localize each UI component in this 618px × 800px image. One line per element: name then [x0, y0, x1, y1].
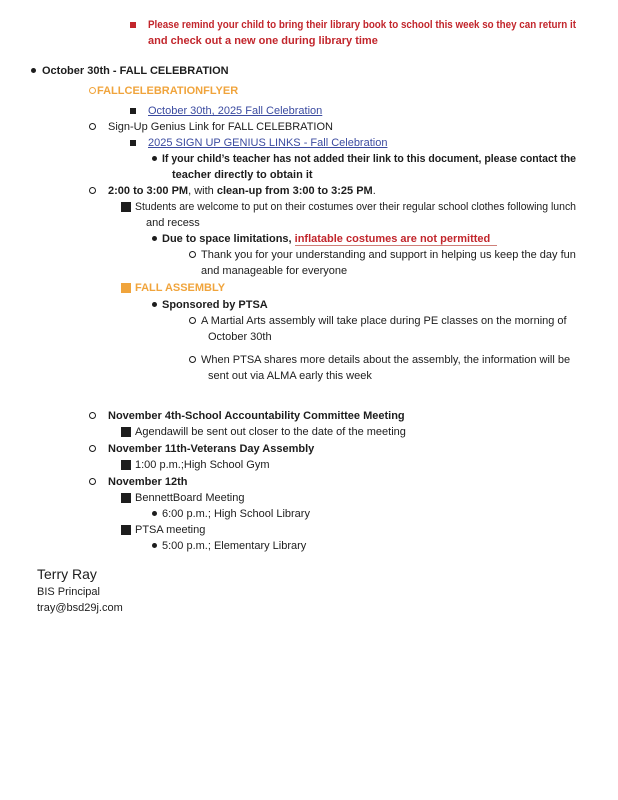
ptsa-details-note — [0, 352, 618, 368]
text-run: October 30th - FALL CELEBRATION — [42, 65, 229, 77]
ptsa-meeting-text — [135, 522, 205, 538]
teacher-link-note-wrap — [0, 167, 618, 183]
signature-block — [0, 565, 618, 616]
costumes-note-text — [135, 199, 576, 215]
ptsa-details-note-wrap — [0, 368, 618, 384]
bullet-disc-icon — [152, 543, 157, 548]
text-run: When PTSA shares more details about the assembly, the information will be — [201, 354, 571, 366]
text-run: and check out a new one during library time — [148, 35, 378, 47]
bullet-circle-icon — [189, 356, 196, 363]
signup-genius-label-text — [108, 119, 333, 135]
november-4-committee-meeting-text — [108, 408, 405, 424]
text-run: October 30th — [208, 331, 272, 343]
text-run: and manageable for everyone — [201, 265, 348, 277]
bullet-disc-icon — [31, 68, 36, 73]
bullet-circle-icon — [89, 478, 96, 485]
bullet-square-icon — [121, 427, 131, 437]
agenda-note — [0, 424, 618, 440]
bullet-circle-icon — [89, 445, 96, 452]
text-run: 5:00 p.m.; Elementary Library — [162, 540, 307, 552]
bullet-circle-icon — [189, 317, 196, 324]
november-12-text — [108, 474, 187, 490]
text-run: November 4th-School Accountability Committee Meeting — [108, 410, 405, 422]
text-run: . — [372, 185, 376, 197]
bennett-board-meeting-text — [135, 490, 244, 506]
ptsa-meeting — [0, 522, 618, 538]
bullet-circle-icon — [89, 412, 96, 419]
signup-genius-link — [0, 135, 618, 151]
october-30-fall-celebration — [0, 63, 618, 79]
veterans-day-time — [0, 457, 618, 473]
ptsa-meeting-time-text — [162, 538, 306, 554]
signature-email: tray@bsd29j.com — [37, 602, 123, 614]
costumes-note-text — [146, 215, 200, 231]
ptsa-meeting-time — [0, 538, 618, 554]
ptsa-details-note-text — [208, 368, 372, 384]
signup-genius-link-hyperlink[interactable]: 2025 SIGN UP GENIUS LINKS - Fall Celebration — [148, 137, 388, 149]
text-run: and recess — [146, 217, 200, 229]
bullet-circle-icon — [89, 187, 96, 194]
text-run: If your child’s teacher has not added their link to this document, please contact the — [162, 153, 576, 165]
fall-assembly-heading-text — [135, 280, 225, 296]
text-run: sent out via ALMA early this week — [208, 370, 372, 382]
library-book-reminder-text — [148, 17, 576, 33]
text-run: teacher directly to obtain it — [172, 169, 313, 181]
library-book-reminder — [0, 17, 618, 33]
november-11-veterans-day-text — [108, 441, 314, 457]
text-run: 6:00 p.m.; High School Library — [162, 508, 310, 520]
bullet-circle-icon — [89, 123, 96, 130]
signature-title: BIS Principal — [37, 586, 100, 598]
ptsa-details-note-text — [201, 352, 570, 368]
text-run: , with — [188, 185, 217, 197]
november-12 — [0, 474, 618, 490]
sponsored-by-ptsa-text — [162, 297, 268, 313]
costumes-note-wrap — [0, 215, 618, 231]
text-run: FALLCELEBRATIONFLYER — [97, 85, 239, 97]
bullet-disc-icon — [152, 511, 157, 516]
bullet-small-square-icon — [130, 22, 136, 28]
library-book-reminder-wrap — [0, 33, 618, 49]
text-run: Agendawill be sent out closer to the date of the meeting — [135, 426, 406, 438]
martial-arts-assembly-note — [0, 313, 618, 329]
fall-celebration-flyer-link-hyperlink[interactable]: October 30th, 2025 Fall Celebration — [148, 105, 323, 117]
thank-you-note-text — [201, 263, 347, 279]
fall-celebration-flyer-link — [0, 103, 618, 119]
text-run: 2:00 to 3:00 PM — [108, 185, 189, 197]
board-meeting-time — [0, 506, 618, 522]
sponsored-by-ptsa — [0, 297, 618, 313]
teacher-link-note-text — [172, 167, 313, 183]
bullet-square-icon — [121, 525, 131, 535]
veterans-day-time-text — [135, 457, 270, 473]
fall-assembly-heading — [0, 280, 618, 296]
text-run: Due to space limitations, — [162, 233, 295, 245]
november-11-veterans-day — [0, 441, 618, 457]
signup-genius-link-text — [148, 135, 387, 151]
martial-arts-assembly-note-text — [201, 313, 567, 329]
martial-arts-assembly-note-wrap — [0, 329, 618, 345]
text-run: November 12th — [108, 476, 188, 488]
bennett-board-meeting — [0, 490, 618, 506]
teacher-link-note — [0, 151, 618, 167]
bullet-circle-icon — [89, 87, 96, 94]
text-run: Students are welcome to put on their costumes over their regular school clothes following lunch — [135, 201, 576, 213]
costumes-note — [0, 199, 618, 215]
bullet-disc-icon — [152, 302, 157, 307]
signup-genius-label — [0, 119, 618, 135]
text-run: inflatable costumes are not permitted — [295, 233, 498, 246]
inflatable-costumes-note-text — [162, 231, 497, 247]
inflatable-costumes-note — [0, 231, 618, 247]
bullet-disc-icon — [152, 156, 157, 161]
thank-you-note-text — [201, 247, 576, 263]
text-run: A Martial Arts assembly will take place during PE classes on the morning of — [201, 315, 567, 327]
text-run: PTSA meeting — [135, 524, 206, 536]
bullet-square-icon — [121, 283, 131, 293]
bullet-square-icon — [121, 202, 131, 212]
november-4-committee-meeting — [0, 408, 618, 424]
celebration-time-text — [108, 183, 376, 199]
fall-celebration-flyer-heading — [0, 83, 618, 99]
fall-celebration-flyer-heading-text — [97, 83, 238, 99]
teacher-link-note-text — [162, 151, 576, 167]
text-run: clean-up from 3:00 to 3:25 PM — [216, 185, 373, 197]
bullet-square-icon — [121, 460, 131, 470]
thank-you-note — [0, 247, 618, 263]
agenda-note-text — [135, 424, 406, 440]
thank-you-note-wrap — [0, 263, 618, 279]
text-run: FALL ASSEMBLY — [135, 282, 226, 294]
october-30-fall-celebration-text — [42, 63, 229, 79]
library-book-reminder-text — [148, 33, 378, 49]
martial-arts-assembly-note-text — [208, 329, 272, 345]
bullet-disc-icon — [152, 236, 157, 241]
fall-celebration-flyer-link-text — [148, 103, 322, 119]
signature-name: Terry Ray — [37, 566, 97, 582]
text-run: Thank you for your understanding and support in helping us keep the day fun — [201, 249, 576, 261]
board-meeting-time-text — [162, 506, 310, 522]
text-run: 1:00 p.m.;High School Gym — [135, 459, 270, 471]
text-run: Sign-Up Genius Link for FALL CELEBRATION — [108, 121, 333, 133]
text-run: Sponsored by PTSA — [162, 299, 268, 311]
bullet-small-square-icon — [130, 108, 136, 114]
bullet-small-square-icon — [130, 140, 136, 146]
text-run: November 11th-Veterans Day Assembly — [108, 443, 315, 455]
bullet-circle-icon — [189, 251, 196, 258]
bullet-square-icon — [121, 493, 131, 503]
celebration-time — [0, 183, 618, 199]
text-run: Please remind your child to bring their library book to school this week so they can return it — [148, 19, 576, 31]
text-run: BennettBoard Meeting — [135, 492, 245, 504]
